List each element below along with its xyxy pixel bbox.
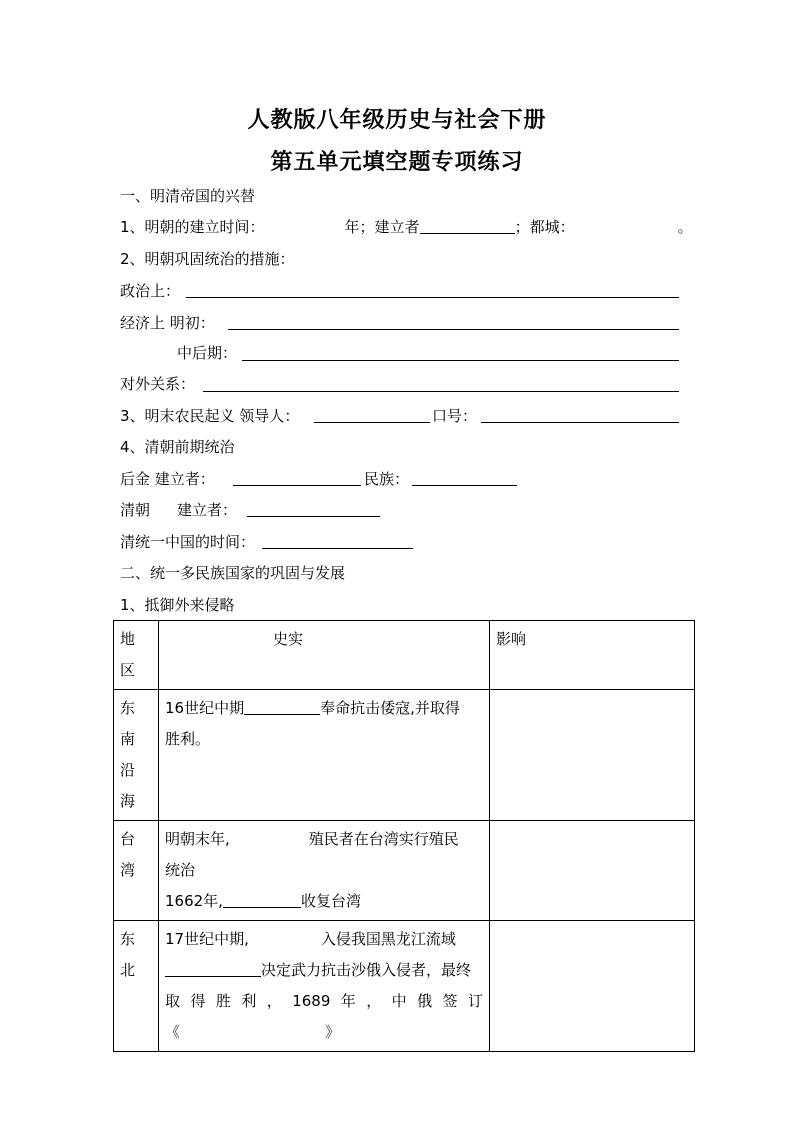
table-row xyxy=(114,690,695,821)
qing-founder-label: 建立者： xyxy=(177,501,238,519)
q1-capital-label: ；都城： xyxy=(514,218,575,236)
section-1-heading: 一、明清帝国的兴替 xyxy=(120,187,256,205)
question-4: 4、清朝前期统治 xyxy=(120,438,235,456)
question-3: 3、明末农民起义 领导人： xyxy=(120,407,300,425)
facts-cell: 明朝末年, 殖民者在台湾实行殖民 统治 1662年, 收复台湾 xyxy=(159,821,490,921)
unify-blank[interactable] xyxy=(262,548,413,549)
ethnic-label: 民族： xyxy=(364,470,410,488)
foreign-blank[interactable] xyxy=(203,391,679,392)
region-cell: 东北 xyxy=(114,921,159,1052)
header-impact: 影响 xyxy=(490,621,695,690)
midlate-label: 中后期： xyxy=(177,344,238,362)
political-label: 政治上： xyxy=(120,282,181,300)
q1-end: 。 xyxy=(677,218,693,236)
region-cell: 东南沿海 xyxy=(114,690,159,821)
emperor-blank[interactable] xyxy=(165,960,261,977)
unify-label: 清统一中国的时间： xyxy=(120,533,256,551)
document-title: 人教版八年级历史与社会下册 xyxy=(247,107,547,133)
header-facts: 史实 xyxy=(159,621,490,690)
subsection-1-heading: 1、抵御外来侵略 xyxy=(120,596,235,614)
table-row xyxy=(114,921,695,1052)
houjin-founder-blank[interactable] xyxy=(233,485,361,486)
question-1 xyxy=(120,216,693,238)
economic-early-blank[interactable] xyxy=(228,329,679,330)
economic-label: 经济上 明初： xyxy=(120,314,215,332)
section-2-heading: 二、统一多民族国家的巩固与发展 xyxy=(120,564,346,582)
leader-blank[interactable] xyxy=(314,422,430,423)
table-row xyxy=(114,821,695,921)
midlate-blank[interactable] xyxy=(242,360,679,361)
slogan-label: 口号： xyxy=(432,407,478,425)
political-blank[interactable] xyxy=(186,297,679,298)
houjin-founder-label: 后金 建立者： xyxy=(120,470,215,488)
impact-cell[interactable] xyxy=(490,690,695,821)
question-2: 2、明朝巩固统治的措施： xyxy=(120,250,295,268)
document-subtitle: 第五单元填空题专项练习 xyxy=(270,149,524,175)
table-header-row xyxy=(114,621,695,690)
ethnic-blank[interactable] xyxy=(412,485,517,486)
founder-blank[interactable] xyxy=(420,217,515,234)
recover-taiwan-blank[interactable] xyxy=(223,891,301,908)
impact-cell[interactable] xyxy=(490,921,695,1052)
facts-cell: 16世纪中期 奉命抗击倭寇,并取得 胜利。 xyxy=(159,690,490,821)
slogan-blank[interactable] xyxy=(481,422,679,423)
foreign-label: 对外关系： xyxy=(120,375,196,393)
history-table xyxy=(113,620,695,1052)
q1-prefix: 1、明朝的建立时间： xyxy=(120,218,265,236)
qing-label: 清朝 xyxy=(120,501,151,519)
impact-cell[interactable] xyxy=(490,821,695,921)
general-blank[interactable] xyxy=(244,698,320,715)
header-region: 地区 xyxy=(114,621,159,690)
q1-founder-label: 年；建立者 xyxy=(344,218,420,236)
facts-cell: 17世纪中期, 入侵我国黑龙江流域 决定武力抗击沙俄入侵者，最终 取得胜利，1689年，中俄签订 《 》 xyxy=(159,921,490,1052)
region-cell: 台湾 xyxy=(114,821,159,921)
qing-founder-blank[interactable] xyxy=(247,516,380,517)
